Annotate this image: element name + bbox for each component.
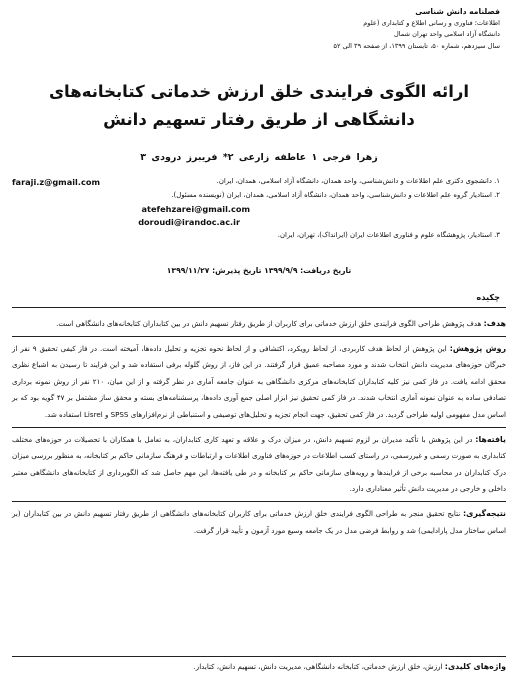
affiliations [12, 175, 500, 239]
keywords-text: ارزش، خلق ارزش خدماتی، کتابخانه دانشگاهی، مدیریت دانش، تسهیم دانش، کتابدار. [193, 662, 445, 671]
section-label: یافته‌ها: [475, 434, 506, 444]
affiliation-1: ۱. دانشجوی دکتری علم اطلاعات و دانش‌شناسی، واحد همدان، دانشگاه آزاد اسلامی، همدان، ایران. [216, 177, 500, 185]
journal-issue: سال سیزدهم، شماره ۵۰، تابستان ۱۳۹۹، از صفحه ۳۹ الی ۵۲ [333, 41, 500, 50]
journal-name: فصلنامه دانش شناسی [415, 7, 500, 16]
section-text: در این پژوهش با تأکید مدیران بر لزوم تسهیم دانش، در میزان درک و علاقه و تعهد کاری کتابداران، به تعامل با همکاران با تحصیلات در حوزه‌های مختلف کتابداری به صورت رسمی و غیررسمی، در راستای کسب اطلاعات در حوزه‌های فناوری اطلاعات و ارتباطات و فرهنگ سازمانی حاکم بر کتابخانه، به منظور بررسی میزان درک کتابداران در محاسبه برخی از فرایندها و رویه‌های سازمانی حاکم بر کتابخانه و در طی یافته‌ها، این مهم حاصل شد که الگوبرداری از کتابخانه‌های دانشگاهی معتبر داخلی و خارجی در مدیریت دانش تأثیر معناداری دارد. [12, 434, 506, 494]
keywords-label: واژه‌های کلیدی: [444, 662, 506, 671]
journal-subtitle: اطلاعات؛ فناوری و رسانی اطلاع و کتابداری (علوم [363, 18, 500, 27]
email-link[interactable]: doroudi@irandoc.ac.ir [138, 216, 240, 227]
journal-university: دانشگاه آزاد اسلامی واحد تهران شمال [393, 30, 500, 38]
divider [12, 427, 506, 428]
affiliation-3: ۳. استادیار، پژوهشگاه علوم و فناوری اطلاعات ایران (ایرانداک)، تهران، ایران. [277, 231, 500, 239]
abstract-method [12, 341, 506, 424]
paper-title: ارائه الگوی فرایندی خلق ارزش خدماتی کتابخانه‌های دانشگاهی از طریق رفتار تسهیم دانش [48, 82, 470, 129]
abstract-heading: چکیده [476, 292, 500, 302]
author-list: زهرا فرجی ۱ عاطفه زارعی ۲* فریبرز درودی ۳ [140, 152, 378, 163]
keywords [12, 662, 506, 671]
divider [12, 501, 506, 502]
journal-header [80, 6, 500, 52]
divider [12, 336, 506, 337]
email-link[interactable]: atefehzarei@gmail.com [141, 203, 250, 214]
section-label: نتیجه‌گیری: [463, 508, 506, 518]
section-text: این پژوهش از لحاظ هدف کاربردی، از لحاظ رویکرد، اکتشافی و از لحاظ نحوه تجزیه و تحلیل داده‌ها، آمیخته است. در فاز کیفی تحقیق ۹ نفر از خبرگان حوزه‌های مدیریت دانش انتخاب شدند و مورد مصاحبه عمیق قرار گرفتند. در این فاز، از روش گلوله برفی استفاده شد و این فرایند تا رسیدن به اشباع نظری محقق ادامه یافت. در فاز کمی نیز کلیه کتابداران کتابخانه‌های مرکزی دانشگاهی به عنوان جامعه آماری در نظر گرفته و از این میان، ۲۱۰ نفر از روش نمونه برداری تصادفی ساده به عنوان نمونه آماری انتخاب شدند. در فاز کمی تحقیق نیز ابزار اصلی جمع آوری داده‌ها، پرسشنامه‌های بسته و محقق ساز مشتمل بر ۴۷ گویه بود که بر اساس مدل مفهومی اولیه طراحی گردید. در فاز کمی تحقیق، جهت انجام تجزیه و تحلیل‌های توصیفی و استنباطی از نرم‌افزارهای SPSS و Lisrel استفاده شد. [12, 343, 506, 419]
section-label: روش پژوهش: [449, 343, 507, 353]
section-text: نتایج تحقیق منجر به طراحی الگوی فرایندی خلق ارزش خدماتی برای کاربران کتابخانه‌های دانشگاهی از طریق رفتار تسهیم دانش در بین کتابداران (بر اساس ساختار مدل پارادایمی) شد و روابط فرضی مدل در یک جامعه وسیع مورد آزمون و تأیید قرار گرفت. [12, 508, 506, 535]
divider [12, 656, 506, 657]
divider [12, 307, 506, 308]
email-link[interactable]: faraji.z@gmail.com [12, 176, 100, 187]
abstract-conclusion [12, 506, 506, 539]
affiliation-2: ۲. استادیار گروه علم اطلاعات و دانش‌شناسی، واحد همدان، دانشگاه آزاد اسلامی، همدان، ایران (نویسنده مسئول). [171, 191, 500, 199]
received-accepted-dates: تاریخ دریافت: ۱۳۹۹/۹/۹ تاریخ پذیرش: ۱۳۹۹/۱۱/۲۷ [166, 266, 352, 275]
abstract-findings [12, 432, 506, 498]
abstract-body [12, 316, 506, 542]
abstract-purpose [12, 316, 506, 333]
section-text: هدف پژوهش طراحی الگوی فرایندی خلق ارزش خدماتی برای کاربران از طریق رفتار تسهیم دانش در بین کتابداران کتابخانه‌های دانشگاهی است. [56, 319, 484, 328]
section-label: هدف: [483, 319, 506, 328]
